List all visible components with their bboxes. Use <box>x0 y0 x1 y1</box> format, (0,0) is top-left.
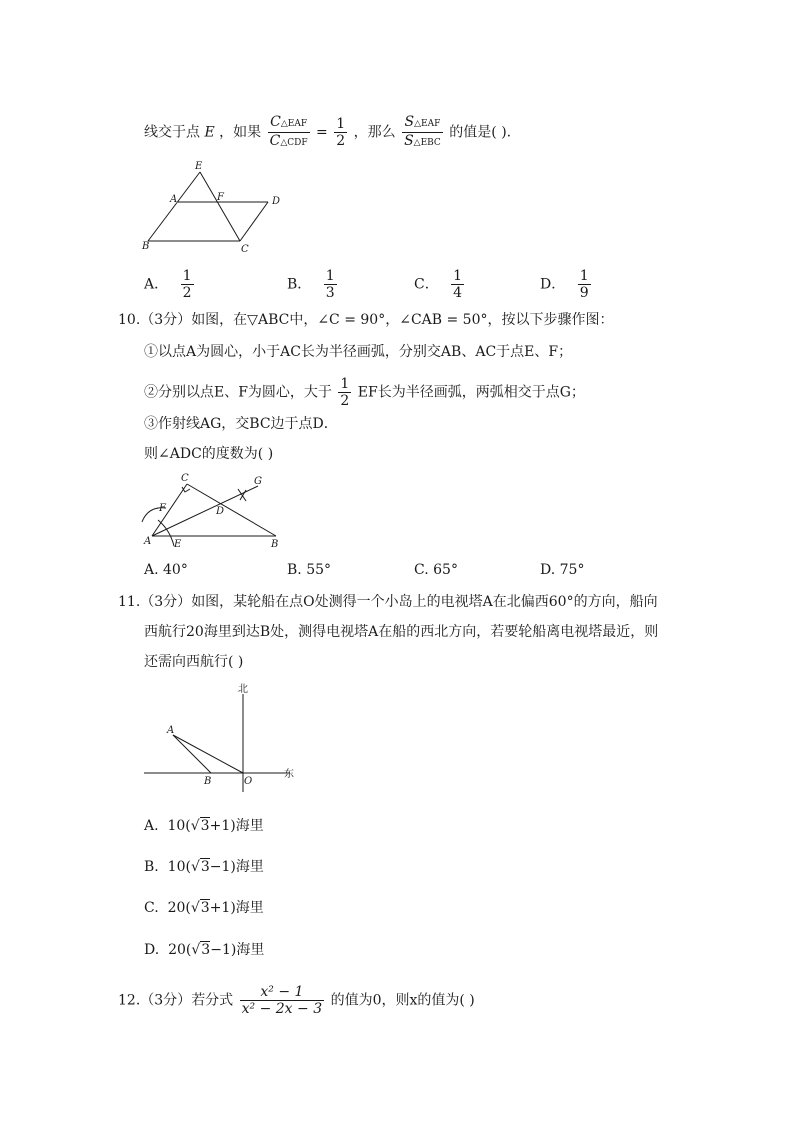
q9-option-den: 9 <box>579 285 589 301</box>
q10-label-g: G <box>254 476 262 487</box>
q9-option-frac <box>181 268 194 301</box>
q11-option-root: 3 <box>200 900 210 916</box>
q11-option-letter: C. <box>144 900 159 916</box>
q9-eq: = <box>316 124 328 141</box>
q10-label-c: C <box>181 473 189 484</box>
q11-label-o: O <box>244 776 253 787</box>
q11-label-b: B <box>204 776 212 787</box>
q10-option-value: 75° <box>559 562 585 578</box>
q11-option-d[interactable]: D. 20(√3−1)海里 <box>144 942 265 958</box>
q9-half <box>334 116 347 149</box>
q9-option-den: 4 <box>453 285 463 301</box>
q11-option-tail: +1)海里 <box>209 900 264 916</box>
q9-label-a: A <box>170 194 178 205</box>
q9-option-den: 3 <box>325 285 335 301</box>
q9-line-prefix: 线交于点 <box>144 124 200 141</box>
q10-label-b: B <box>271 539 279 550</box>
q9-option-d[interactable] <box>540 268 593 301</box>
q10-option-value: 40° <box>163 562 188 578</box>
q10-step2-frac <box>338 376 351 409</box>
q9-option-letter: D． <box>540 276 566 293</box>
q9-area-ratio <box>402 114 443 151</box>
q10-step2-den: 2 <box>340 393 350 409</box>
q11-option-root: 3 <box>200 859 210 875</box>
q10-label-a: A <box>144 536 152 547</box>
q9-area-den-sub: △EBC <box>413 138 441 148</box>
q11-option-tail: −1)海里 <box>210 942 265 958</box>
q10-right-angle-mark <box>182 487 190 492</box>
q11-option-coef: 10( <box>167 818 191 834</box>
q10-score: （3分） <box>140 312 192 328</box>
q11-option-tail: −1)海里 <box>209 859 264 875</box>
q11-option-letter: A. <box>144 818 159 834</box>
q11-score: （3分） <box>140 594 192 610</box>
q10-option-value: 55° <box>306 562 332 578</box>
q11-header <box>118 592 658 612</box>
q12-number: 12. <box>118 992 141 1009</box>
q10-ray-ag <box>152 486 258 536</box>
q9-label-f: F <box>217 192 224 203</box>
q10-line-cb <box>187 484 276 536</box>
q9-label-c: C <box>241 244 249 255</box>
q10-stem: 如图，在▽ABC中，∠C = 90°，∠CAB = 50°，按以下步骤作图： <box>191 312 614 328</box>
q12-frac-num: x² − 1 <box>240 984 324 1001</box>
q9-line-ec <box>200 172 240 241</box>
q10-option-letter: B. <box>287 562 302 578</box>
q9-option-num: 1 <box>182 268 192 284</box>
q12-frac-den: x² − 2x − 3 <box>241 1001 323 1017</box>
q10-label-f: F <box>159 503 166 514</box>
q10-step3: ③作射线AG，交BC边于点D． <box>144 416 338 432</box>
q9-option-c[interactable] <box>414 268 466 301</box>
q9-label-d: D <box>272 196 281 207</box>
q11-line-ao <box>173 735 243 773</box>
q10-header <box>118 310 614 330</box>
q10-step2-b: EF长为半径画弧，两弧相交于点G； <box>357 384 585 401</box>
q9-area-den: S <box>404 133 414 149</box>
q9-perimeter-ratio <box>268 114 310 151</box>
q9-figure <box>140 160 290 260</box>
q9-ratio-den: C <box>269 133 281 149</box>
q9-stem <box>144 114 511 151</box>
q9-point-e: E <box>204 124 215 141</box>
q10-label-d: D <box>216 506 225 517</box>
q9-option-letter: B． <box>287 276 312 293</box>
q9-half-den: 2 <box>336 133 346 149</box>
q10-step2 <box>144 376 585 409</box>
q9-option-num: 1 <box>325 268 335 284</box>
q10-option-letter: D. <box>540 562 556 578</box>
q9-option-frac <box>324 268 337 301</box>
q11-option-tail: +1)海里 <box>209 818 264 834</box>
q9-label-b: B <box>142 241 150 252</box>
q12-tail: 的值为0，则x的值为( ) <box>330 992 475 1009</box>
q11-line3: 还需向西航行( ) <box>144 654 244 670</box>
q9-ratio-num: C <box>270 114 281 130</box>
q9-line-be <box>148 172 200 241</box>
q12-header <box>118 984 475 1017</box>
q12-fraction <box>240 984 324 1017</box>
q9-ratio-num-sub: △EAF <box>280 119 308 129</box>
q10-option-d[interactable] <box>540 560 584 580</box>
q10-option-value: 65° <box>433 562 458 578</box>
q11-line2: 西航行20海里到达B处，测得电视塔A在船的西北方向，若要轮船离电视塔最近，则 <box>144 624 659 640</box>
q11-option-coef: 20( <box>167 900 191 916</box>
q9-option-a[interactable] <box>144 268 196 301</box>
q10-figure <box>140 470 300 550</box>
q10-step2-num: 1 <box>340 376 350 392</box>
q10-option-a[interactable] <box>144 560 188 580</box>
q9-label-e: E <box>195 161 203 172</box>
q9-option-num: 1 <box>579 268 589 284</box>
q10-number: 10. <box>118 312 141 328</box>
q11-option-a[interactable]: A. 10(√3+1)海里 <box>144 818 264 834</box>
q10-step2-a: ②分别以点E、F为圆心，大于 <box>144 384 332 401</box>
q11-option-root: 3 <box>201 942 211 958</box>
q9-option-letter: A． <box>144 276 169 293</box>
q10-option-letter: A. <box>144 562 159 578</box>
q11-number: 11. <box>118 594 141 610</box>
q9-option-frac <box>451 268 464 301</box>
q9-line-dc <box>240 202 268 241</box>
q10-ask: 则∠ADC的度数为( ) <box>144 446 274 462</box>
q9-option-den: 2 <box>182 285 192 301</box>
q12-score: （3分） <box>140 992 192 1009</box>
q10-option-letter: C. <box>414 562 429 578</box>
q9-area-num-sub: △EAF <box>414 119 441 129</box>
q10-label-e: E <box>174 539 182 550</box>
q9-option-frac <box>578 268 591 301</box>
q11-option-coef: 10( <box>167 859 191 875</box>
q12-lead: 若分式 <box>191 992 234 1009</box>
q11-option-c[interactable]: C. 20(√3+1)海里 <box>144 900 264 916</box>
q11-option-letter: B. <box>144 859 159 875</box>
q9-option-letter: C． <box>414 276 439 293</box>
q11-option-coef: 20( <box>168 942 192 958</box>
q11-option-root: 3 <box>200 818 210 834</box>
q10-option-b[interactable] <box>287 560 331 580</box>
q11-option-b[interactable]: B. 10(√3−1)海里 <box>144 859 264 875</box>
q11-line-ab <box>173 735 211 773</box>
q9-half-num: 1 <box>336 116 346 132</box>
q10-step1: ①以点A为圆心，小于AC长为半径画弧，分别交AB、AC于点E、F； <box>144 344 573 360</box>
q9-then-text: ，那么 <box>353 124 396 141</box>
q11-label-a: A <box>167 725 175 736</box>
q9-if-text: ，如果 <box>219 124 262 141</box>
q9-ratio-den-sub: △CDF <box>280 138 308 148</box>
q9-area-num: S <box>404 114 415 130</box>
q11-figure <box>140 682 310 792</box>
q9-option-num: 1 <box>453 268 463 284</box>
q11-label-east: 东 <box>284 769 294 780</box>
q9-value-text: 的值是( ). <box>449 124 512 141</box>
q9-option-b[interactable] <box>287 268 339 301</box>
q11-line1: 如图，某轮船在点O处测得一个小岛上的电视塔A在北偏西60°的方向，船向 <box>191 594 658 610</box>
q10-option-c[interactable] <box>414 560 458 580</box>
q11-label-north: 北 <box>238 684 248 695</box>
q11-option-letter: D. <box>144 942 160 958</box>
